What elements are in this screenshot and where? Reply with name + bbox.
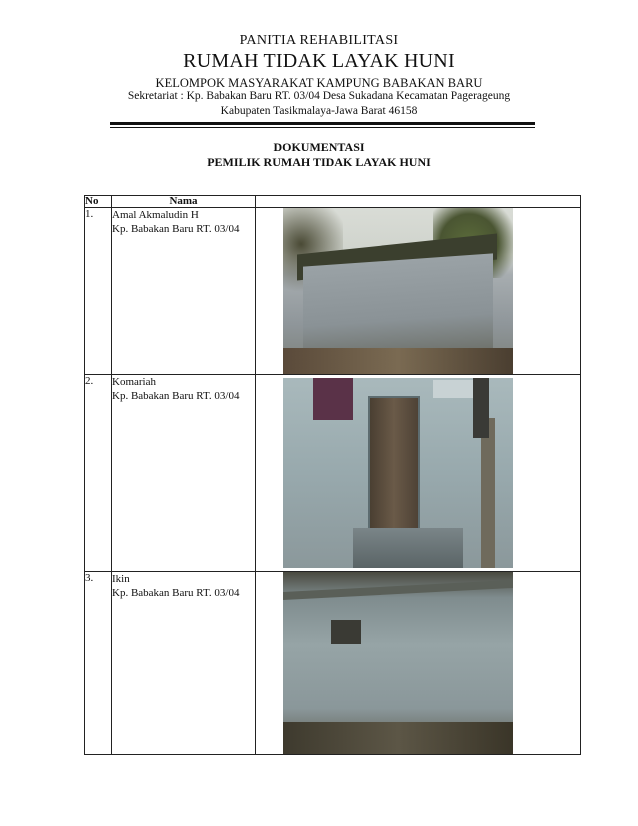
- ground-shape: [283, 722, 513, 754]
- owner-address: Kp. Babakan Baru RT. 03/04: [112, 223, 240, 235]
- secretariat-address: Sekretariat : Kp. Babakan Baru RT. 03/04 Desa Sukadana Kecamatan Pagerageung: [127, 90, 511, 102]
- table-row: [85, 208, 581, 375]
- owners-table: [84, 195, 581, 755]
- regency-address: Kabupaten Tasikmalaya-Jawa Barat 46158: [220, 105, 418, 117]
- hanging-cloth-shape: [433, 380, 473, 398]
- post-shape: [481, 418, 495, 568]
- owner-name: Amal Akmaludin H: [112, 209, 199, 221]
- table-row: [85, 572, 581, 755]
- header-no: No: [85, 196, 112, 208]
- house-photo: [283, 208, 513, 374]
- row-number: 2.: [85, 375, 112, 572]
- row-number: 1.: [85, 208, 112, 375]
- header-nama: Nama: [112, 196, 256, 208]
- owner-cell: [112, 375, 256, 572]
- owner-address: Kp. Babakan Baru RT. 03/04: [112, 390, 240, 402]
- owner-name: Ikin: [112, 573, 130, 585]
- house-photo: [283, 572, 513, 754]
- group-name: KELOMPOK MASYARAKAT KAMPUNG BABAKAN BARU: [155, 76, 483, 90]
- header-photo: [256, 196, 581, 208]
- row-number: 3.: [85, 572, 112, 755]
- document-subtitle: PEMILIK RUMAH TIDAK LAYAK HUNI: [207, 155, 431, 169]
- document-title: DOKUMENTASI: [273, 140, 365, 154]
- hanging-cloth-shape: [313, 378, 353, 420]
- program-name: RUMAH TIDAK LAYAK HUNI: [183, 50, 455, 72]
- committee-name: PANITIA REHABILITASI: [239, 33, 399, 48]
- vent-shape: [331, 620, 361, 644]
- ground-shape: [283, 348, 513, 374]
- photo-cell: [256, 572, 581, 755]
- letterhead-rule-thick: [110, 122, 535, 125]
- owner-address: Kp. Babakan Baru RT. 03/04: [112, 587, 240, 599]
- house-photo: [283, 378, 513, 568]
- eave-shape: [283, 580, 513, 600]
- owner-name: Komariah: [112, 376, 156, 388]
- photo-cell: [256, 375, 581, 572]
- letterhead-rule-thin: [110, 127, 535, 128]
- hanging-cloth-shape: [473, 378, 489, 438]
- owner-cell: [112, 572, 256, 755]
- door-shape: [368, 396, 420, 530]
- steps-shape: [353, 528, 463, 568]
- table-row: [85, 375, 581, 572]
- photo-cell: [256, 208, 581, 375]
- table-header-row: [85, 196, 581, 208]
- owner-cell: [112, 208, 256, 375]
